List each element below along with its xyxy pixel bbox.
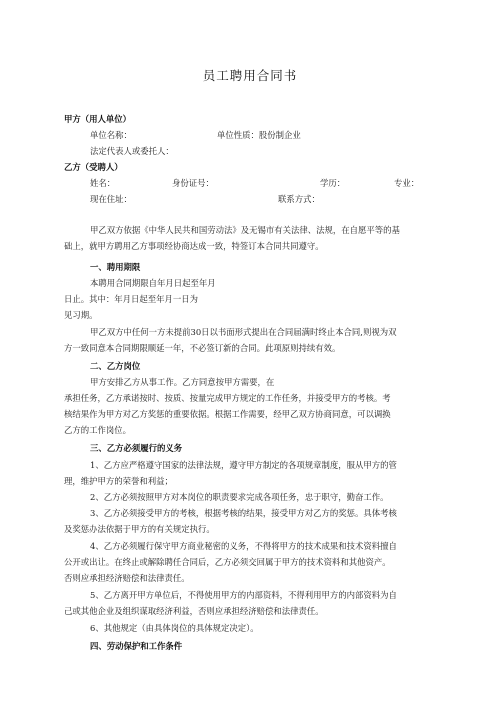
section-line: 3、乙方必须接受甲方的考核，根据考核的结果，接受甲方对乙方的奖惩。具体考核 bbox=[90, 508, 397, 518]
preamble-line: 础上，就甲方聘用乙方事项经协商达成一致，特签订本合同共同遵守。 bbox=[64, 241, 324, 251]
section-line: 日止。其中：年月日起至年月一日为 bbox=[64, 294, 198, 304]
section-line: 己或其他企业及组织谋取经济利益，否则应承担经济赔偿和法律责任。 bbox=[64, 606, 324, 616]
section-heading: 四、劳动保护和工作条件 bbox=[90, 641, 183, 651]
section-line: 承担任务，乙方承诺按时、按质、按量完成甲方规定的工作任务，并接受甲方的考核。考 bbox=[64, 393, 391, 403]
section-line: 6、其他规定（由具体岗位的具体规定决定）。 bbox=[90, 623, 259, 633]
address-label: 现在住址： bbox=[90, 194, 132, 204]
section-line: 理，维护甲方的荣誉和利益； bbox=[64, 476, 173, 486]
section-line: 及奖惩办法依据于甲方的有关规定执行。 bbox=[64, 524, 215, 534]
unit-name-label: 单位名称： bbox=[90, 130, 132, 140]
party-a-heading: 甲方（用人单位） bbox=[64, 114, 131, 124]
section-line: 5、乙方离开甲方单位后，不得使用甲方的内部资料，不得利用甲方的内部资料为自 bbox=[90, 590, 397, 600]
section-line: 方一致同意本合同期限顺延一年，不必签订新的合同。此项原则持续有效。 bbox=[64, 343, 341, 353]
section-heading: 三、乙方必须履行的义务 bbox=[90, 443, 183, 453]
section-line: 4、乙方必须履行保守甲方商业秘密的义务，不得将甲方的技术成果和技术资料擅自 bbox=[90, 541, 397, 551]
section-heading: 一、聘用期限 bbox=[90, 262, 141, 272]
document-title: 员工聘用合同书 bbox=[202, 68, 298, 83]
section-line: 本聘用合同期限自年月日起至年月 bbox=[90, 278, 216, 288]
section-line: 否则应承担经济赔偿和法律责任。 bbox=[64, 573, 190, 583]
education-label: 学历： bbox=[320, 178, 346, 188]
preamble-line: 甲乙双方依据《中华人民共和国劳动法》及无锡市有关法律、法规，在自愿平等的基 bbox=[90, 225, 400, 235]
section-line: 2、乙方必须按照甲方对本岗位的职责要求完成各项任务，忠于职守，勤奋工作。 bbox=[90, 492, 389, 502]
section-line: 乙方的工作岗位。 bbox=[64, 425, 131, 435]
section-line: 1、乙方应严格遵守国家的法律法规，遵守甲方制定的各项规章制度，服从甲方的管 bbox=[90, 460, 397, 470]
section-line: 甲方安排乙方从事工作。乙方同意按甲方需要，在 bbox=[90, 377, 275, 387]
contact-label: 联系方式： bbox=[278, 194, 320, 204]
section-heading: 二、乙方岗位 bbox=[90, 361, 141, 371]
section-line: 甲乙双方中任何一方未提前30日以书面形式提出在合同届满时终止本合同,则视为双 bbox=[90, 327, 397, 337]
section-line: 见习期。 bbox=[64, 310, 98, 320]
party-b-heading: 乙方（受聘人） bbox=[64, 162, 123, 172]
section-line: 核结果作为甲方对乙方奖惩的重要依据。根据工作需要，经甲乙双方协商同意，可以调换 bbox=[64, 409, 391, 419]
name-label: 姓名： bbox=[90, 178, 116, 188]
legal-rep-label: 法定代表人或委托人： bbox=[90, 146, 174, 156]
id-number-label: 身份证号： bbox=[172, 178, 214, 188]
section-line: 公开或出让。在终止或解除聘任合同后，乙方必须交回属于甲方的技术资料和其他资产。 bbox=[64, 557, 391, 567]
unit-nature-label: 单位性质：股份制企业 bbox=[217, 130, 301, 140]
major-label: 专业： bbox=[394, 178, 420, 188]
